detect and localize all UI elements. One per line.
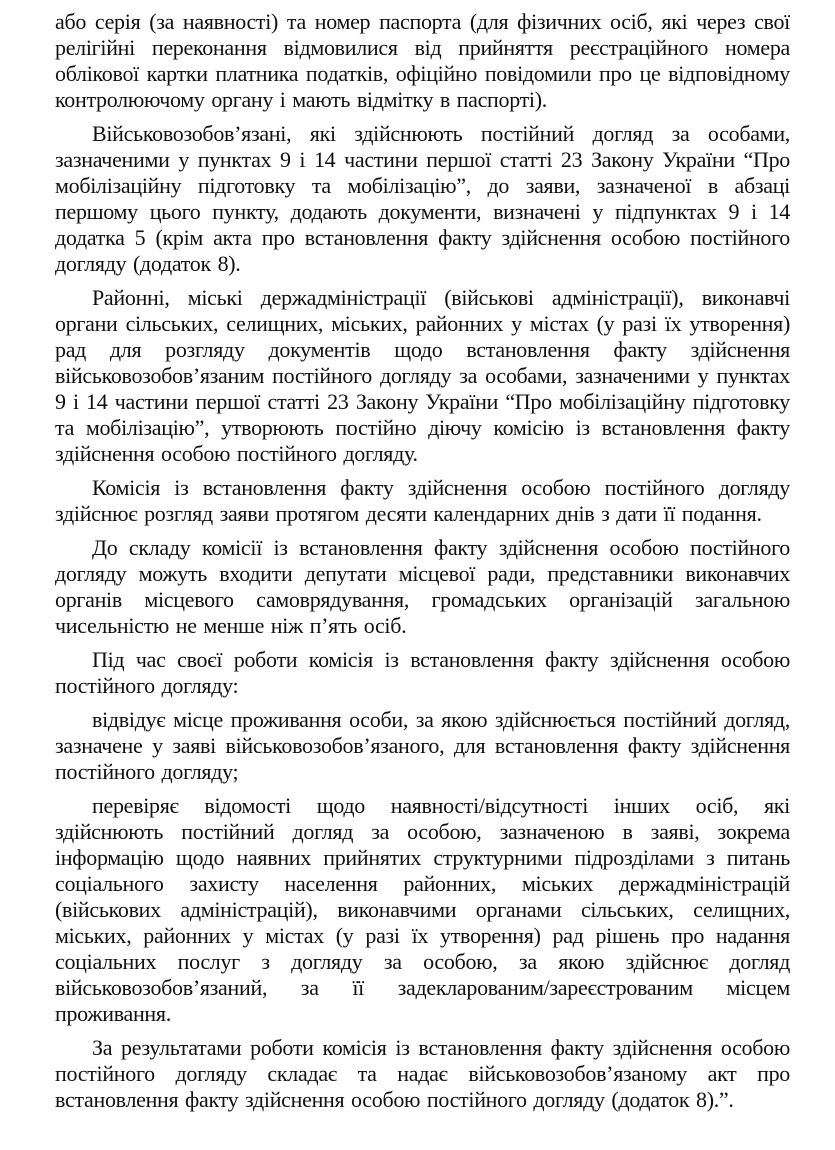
paragraph: Під час своєї роботи комісія із встановлення факту здійснення особою постійного догляду: xyxy=(55,647,790,698)
paragraph: відвідує місце проживання особи, за якою здійснюється постійний догляд, зазначене у заяві військовозобов’язаного, для встановлення факту здійснення постійного догляду; xyxy=(55,707,790,784)
paragraph: або серія (за наявності) та номер паспорта (для фізичних осіб, які через свої релігійні переконання відмовилися від прийняття реєстраційного номера облікової картки платника податків, офіційно повідомили про це відповідному контролюючому органу і мають відмітку в паспорті). xyxy=(55,9,790,112)
paragraph: До складу комісії із встановлення факту здійснення особою постійного догляду можуть входити депутати місцевої ради, представники виконавчих органів місцевого самоврядування, громадських організацій загальною чисельністю не менше ніж п’ять осіб. xyxy=(55,535,790,638)
document-body xyxy=(55,9,790,1113)
paragraph: Військовозобов’язані, які здійснюють постійний догляд за особами, зазначеними у пунктах 9 і 14 частини першої статті 23 Закону України “Про мобілізаційну підготовку та мобілізацію”, до заяви, зазначеної в абзаці першому цього пункту, додають документи, визначені у підпунктах 9 і 14 додатка 5 (крім акта про встановлення факту здійснення особою постійного догляду (додаток 8). xyxy=(55,121,790,276)
paragraph: Районні, міські держадміністрації (військові адміністрації), виконавчі органи сільських, селищних, міських, районних у містах (у разі їх утворення) рад для розгляду документів щодо встановлення факту здійснення військовозобов’язаним постійного догляду за особами, зазначеними у пунктах 9 і 14 частини першої статті 23 Закону України “Про мобілізаційну підготовку та мобілізацію”, утворюють постійно діючу комісію із встановлення факту здійснення особою постійного догляду. xyxy=(55,285,790,466)
paragraph: перевіряє відомості щодо наявності/відсутності інших осіб, які здійснюють постійний догляд за особою, зазначеною в заяві, зокрема інформацію щодо наявних прийнятих структурними підрозділами з питань соціального захисту населення районних, міських держадміністрацій (військових адміністрацій), виконавчими органами сільських, селищних, міських, районних у містах (у разі їх утворення) рад рішень про надання соціальних послуг з догляду за особою, за якою здійснює догляд військовозобов’язаний, за її задекларованим/зареєстрованим місцем проживання. xyxy=(55,793,790,1026)
paragraph: Комісія із встановлення факту здійснення особою постійного догляду здійснює розгляд заяви протягом десяти календарних днів з дати її подання. xyxy=(55,475,790,526)
paragraph: За результатами роботи комісія із встановлення факту здійснення особою постійного догляду складає та надає військовозобов’язаному акт про встановлення факту здійснення особою постійного догляду (додаток 8).”. xyxy=(55,1035,790,1112)
